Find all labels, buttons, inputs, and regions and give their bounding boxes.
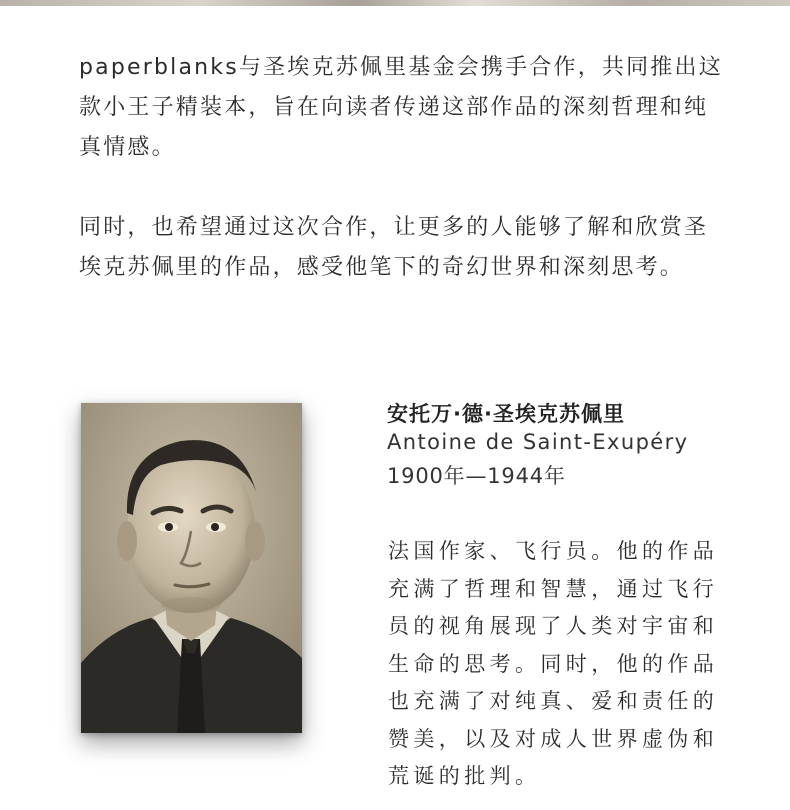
top-banner-strip <box>0 0 790 6</box>
intro-paragraph-1: paperblanks与圣埃克苏佩里基金会携手合作，共同推出这款小王子精装本，旨在向读者传递这部作品的深刻哲理和纯真情感。 <box>79 55 723 160</box>
intro-paragraph-2: 同时，也希望通过这次合作，让更多的人能够了解和欣赏圣埃克苏佩里的作品，感受他笔下的奇幻世界和深刻思考。 <box>79 215 709 280</box>
author-years: 1900年—1944年 <box>387 464 566 488</box>
author-name-latin: Antoine de Saint-Exupéry <box>387 430 689 454</box>
author-name-chinese: 安托万·德·圣埃克苏佩里 <box>387 402 625 426</box>
intro-section <box>79 48 729 328</box>
author-portrait <box>81 403 302 733</box>
author-biography: 法国作家、飞行员。他的作品充满了哲理和智慧，通过飞行员的视角展现了人类对宇宙和生命的思考。同时，他的作品也充满了对纯真、爱和责任的赞美，以及对成人世界虚伪和荒诞的批判。 <box>388 539 719 788</box>
author-portrait-image <box>81 403 302 733</box>
